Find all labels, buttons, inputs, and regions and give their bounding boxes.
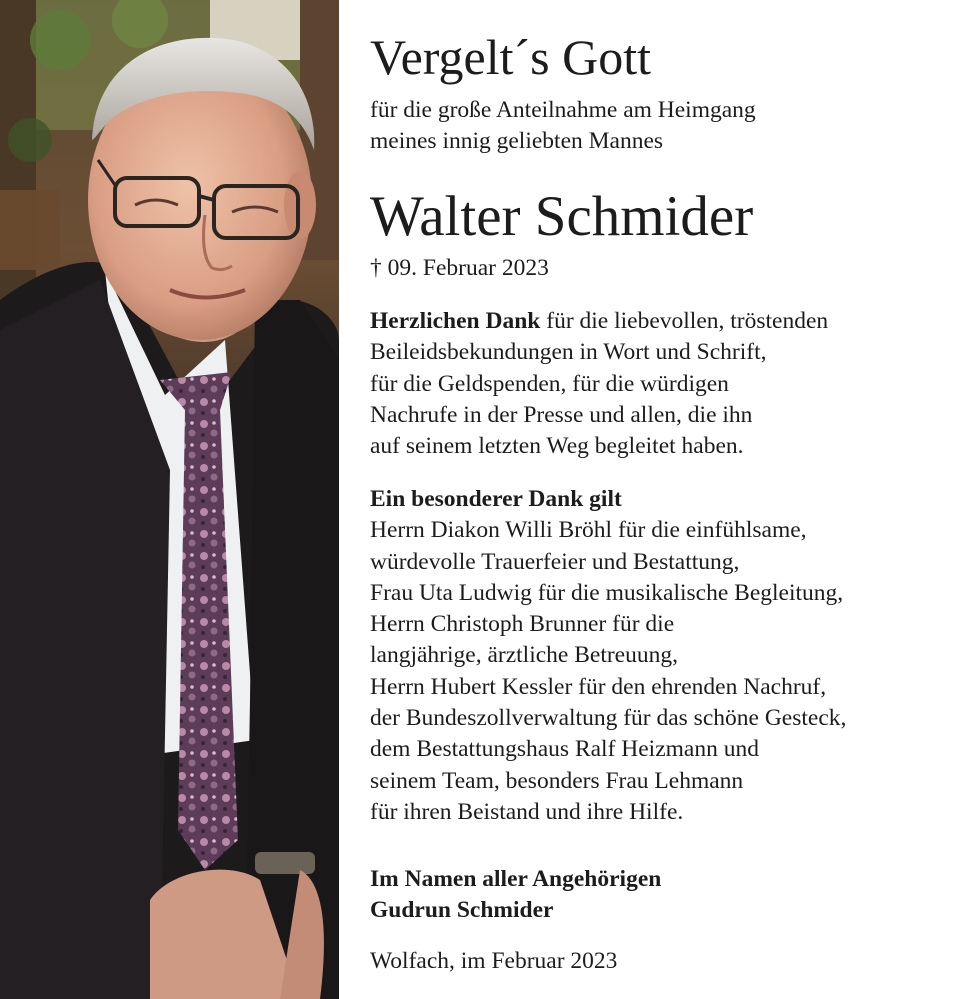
signature-line-1-text: Im Namen aller Angehörigen bbox=[370, 866, 662, 892]
portrait-image bbox=[0, 0, 339, 999]
special-thanks-line: würdevolle Trauerfeier und Bestattung, bbox=[370, 548, 740, 575]
special-thanks-line: Herrn Christoph Brunner für die bbox=[370, 611, 675, 638]
thanks-lead: Herzlichen Dank bbox=[370, 308, 541, 334]
signature-line-2 bbox=[370, 895, 661, 926]
thanks-line: Nachrufe in der Presse und allen, die ihn bbox=[370, 401, 753, 428]
intro-line: meines innig geliebten Mannes bbox=[370, 128, 664, 154]
thanks-first-line-rest: für die liebevollen, tröstenden bbox=[540, 308, 829, 334]
special-thanks-line: Frau Uta Ludwig für die musikalische Begleitung, bbox=[370, 579, 844, 606]
intro-text bbox=[370, 95, 756, 157]
special-thanks-line: Herrn Hubert Kessler für den ehrenden Nachruf, bbox=[370, 673, 827, 700]
thanks-first-line bbox=[370, 306, 828, 337]
special-thanks-line: seinem Team, besonders Frau Lehmann bbox=[370, 767, 744, 794]
special-thanks-line: für ihren Beistand und ihre Hilfe. bbox=[370, 798, 684, 825]
death-date: † 09. Februar 2023 bbox=[370, 255, 549, 281]
special-thanks-paragraph bbox=[370, 484, 846, 828]
special-thanks-heading-text: Ein besonderer Dank gilt bbox=[370, 486, 622, 512]
intro-line: für die große Anteilnahme am Heimgang bbox=[370, 97, 756, 123]
place-date: Wolfach, im Februar 2023 bbox=[370, 948, 618, 974]
signature-line-2-text: Gudrun Schmider bbox=[370, 897, 554, 924]
thanks-line: Beileidsbekundungen in Wort und Schrift, bbox=[370, 339, 767, 366]
thanks-paragraph bbox=[370, 306, 828, 462]
signature-line-1 bbox=[370, 864, 661, 895]
special-thanks-line: Herrn Diakon Willi Bröhl für die einfühlsame, bbox=[370, 517, 807, 544]
deceased-name: Walter Schmider bbox=[370, 185, 754, 248]
portrait-photo bbox=[0, 0, 339, 999]
special-thanks-line: der Bundeszollverwaltung für das schöne Gesteck, bbox=[370, 705, 847, 732]
thanks-line: auf seinem letzten Weg begleitet haben. bbox=[370, 433, 744, 460]
thanks-line: für die Geldspenden, für die würdigen bbox=[370, 370, 729, 397]
special-thanks-line: langjährige, ärztliche Betreuung, bbox=[370, 642, 678, 669]
signature-block bbox=[370, 864, 661, 927]
special-thanks-line: dem Bestattungshaus Ralf Heizmann und bbox=[370, 736, 759, 763]
notice-title: Vergelt´s Gott bbox=[370, 29, 651, 85]
special-thanks-heading bbox=[370, 484, 846, 515]
